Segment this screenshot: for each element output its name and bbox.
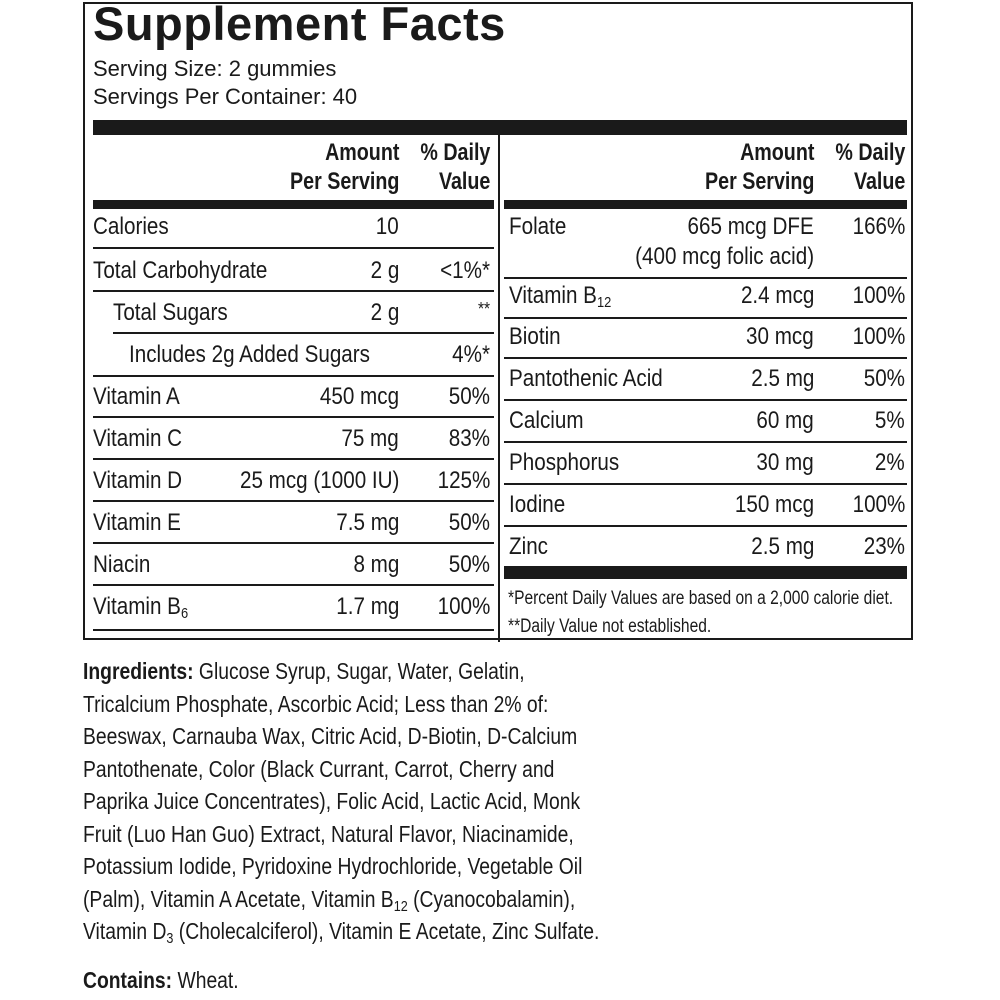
ingredients-line: Ingredients: Glucose Syrup, Sugar, Water, Gelatin,	[83, 658, 525, 684]
row-divider	[504, 399, 907, 401]
row-divider	[93, 375, 494, 377]
ingredients-line: Vitamin $D_3$ (Cholecalciferol), Vitamin E Acetate, Zinc Sulfate.	[83, 918, 600, 947]
row-divider	[93, 458, 494, 460]
nutrient-label: Vitamin C	[93, 425, 183, 452]
nutrient-amount: 2.5 mg	[750, 533, 814, 560]
nutrient-amount: 2 g	[370, 299, 399, 326]
nutrient-label: Iodine	[509, 491, 566, 518]
ingredients-label: Ingredients:	[83, 658, 194, 684]
nutrient-dv: 100%	[852, 282, 905, 309]
nutrient-amount: 30 mg	[756, 449, 814, 476]
column-separator	[498, 135, 500, 642]
nutrient-dv: <1%*	[440, 257, 490, 284]
nutrient-label: Total Sugars	[113, 299, 228, 326]
row-divider	[504, 483, 907, 485]
nutrient-label: Zinc	[509, 533, 548, 560]
row-divider	[93, 629, 494, 631]
nutrient-label: Phosphorus	[509, 449, 620, 476]
nutrient-dv: 100%	[852, 491, 905, 518]
servings-per-container: Servings Per Container: 40	[93, 84, 358, 109]
nutrient-amount: 1.7 mg	[335, 593, 399, 620]
contains-line	[83, 967, 239, 994]
contains-label: Contains:	[83, 967, 173, 993]
ingredients-line: Tricalcium Phosphate, Ascorbic Acid; Less than 2% of:	[83, 690, 549, 717]
nutrient-dv: 50%	[863, 365, 905, 392]
left-amount-header: Amount Per Serving	[289, 139, 399, 195]
contains-value: Wheat.	[172, 967, 239, 993]
ingredients-line: Fruit (Luo Han Guo) Extract, Natural Flavor, Niacinamide,	[83, 820, 574, 847]
nutrient-amount: 30 mcg	[746, 323, 814, 350]
supplement-facts-panel	[83, 2, 913, 640]
nutrient-label: Biotin	[509, 323, 561, 350]
nutrient-amount: 25 mcg (1000 IU)	[239, 467, 399, 494]
header-thick-bar	[93, 120, 907, 135]
nutrient-label: Calcium	[509, 407, 584, 434]
nutrient-amount: 2.4 mcg	[740, 282, 814, 309]
nutrient-dv: 4%*	[452, 341, 490, 368]
row-divider	[93, 290, 494, 292]
row-divider	[113, 332, 494, 334]
nutrient-label: Vitamin A	[93, 383, 180, 410]
ingredients-line: (Palm), Vitamin A Acetate, Vitamin $B_{12}$ (Cyanocobalamin),	[83, 885, 576, 915]
nutrient-label: Pantothenic Acid	[509, 365, 663, 392]
nutrient-amount: 60 mg	[756, 407, 814, 434]
nutrient-label: Includes 2g Added Sugars	[129, 341, 370, 368]
row-divider	[504, 525, 907, 527]
nutrient-dv: 5%	[875, 407, 905, 434]
nutrient-label: Vitamin $B_{12}$	[509, 282, 612, 311]
nutrient-dv: 125%	[437, 467, 490, 494]
nutrient-dv: 83%	[448, 425, 490, 452]
nutrient-dv: 100%	[437, 593, 490, 620]
nutrient-dv: 50%	[448, 509, 490, 536]
nutrient-amount: 75 mg	[341, 425, 399, 452]
nutrient-dv: 50%	[448, 551, 490, 578]
row-divider	[93, 500, 494, 502]
footnote-not-established: **Daily Value not established.	[508, 616, 712, 637]
nutrient-amount-note: (400 mcg folic acid)	[635, 243, 814, 270]
nutrient-label: Vitamin $B_6$	[93, 593, 189, 622]
nutrient-amount: 10	[376, 213, 399, 240]
nutrient-amount: 2.5 mg	[750, 365, 814, 392]
row-divider	[93, 584, 494, 586]
row-divider	[504, 441, 907, 443]
nutrient-label: Total Carbohydrate	[93, 257, 268, 284]
nutrient-amount: 665 mcg DFE	[687, 213, 814, 240]
nutrient-label: Calories	[93, 213, 169, 240]
row-divider	[504, 317, 907, 319]
nutrient-amount: 2 g	[370, 257, 399, 284]
nutrient-amount: 450 mcg	[319, 383, 399, 410]
row-divider	[93, 542, 494, 544]
ingredients-line: Beeswax, Carnauba Wax, Citric Acid, D-Biotin, D-Calcium	[83, 723, 578, 749]
nutrient-label: Vitamin D	[93, 467, 183, 494]
row-divider	[504, 277, 907, 279]
right-header-rule	[504, 200, 907, 209]
nutrient-amount: 8 mg	[353, 551, 399, 578]
ingredients-line: Paprika Juice Concentrates), Folic Acid, Lactic Acid, Monk	[83, 788, 581, 814]
nutrient-amount: 7.5 mg	[335, 509, 399, 536]
left-dv-header: % Daily Value	[419, 139, 490, 195]
serving-size: Serving Size: 2 gummies	[93, 56, 337, 81]
nutrient-dv: **	[477, 299, 490, 319]
footnote-daily-value: *Percent Daily Values are based on a 2,000 calorie diet.	[508, 588, 894, 609]
ingredients-line: Potassium Iodide, Pyridoxine Hydrochloride, Vegetable Oil	[83, 853, 583, 879]
ingredients-line: Pantothenate, Color (Black Currant, Carrot, Cherry and	[83, 755, 555, 782]
right-dv-header: % Daily Value	[834, 139, 905, 195]
facts-title: Supplement Facts	[93, 0, 506, 50]
footnote-thick-bar	[504, 566, 907, 579]
row-divider	[504, 357, 907, 359]
left-header-rule	[93, 200, 494, 209]
nutrient-dv: 50%	[448, 383, 490, 410]
nutrient-dv: 23%	[863, 533, 905, 560]
nutrient-label: Folate	[509, 213, 567, 240]
nutrient-dv: 166%	[852, 213, 905, 240]
row-divider	[93, 416, 494, 418]
nutrient-label: Niacin	[93, 551, 151, 578]
row-divider	[93, 247, 494, 249]
nutrient-amount: 150 mcg	[734, 491, 814, 518]
ingredients-block	[83, 655, 683, 948]
nutrient-dv: 100%	[852, 323, 905, 350]
right-amount-header: Amount Per Serving	[704, 139, 814, 195]
nutrient-label: Vitamin E	[93, 509, 181, 536]
nutrient-dv: 2%	[875, 449, 905, 476]
